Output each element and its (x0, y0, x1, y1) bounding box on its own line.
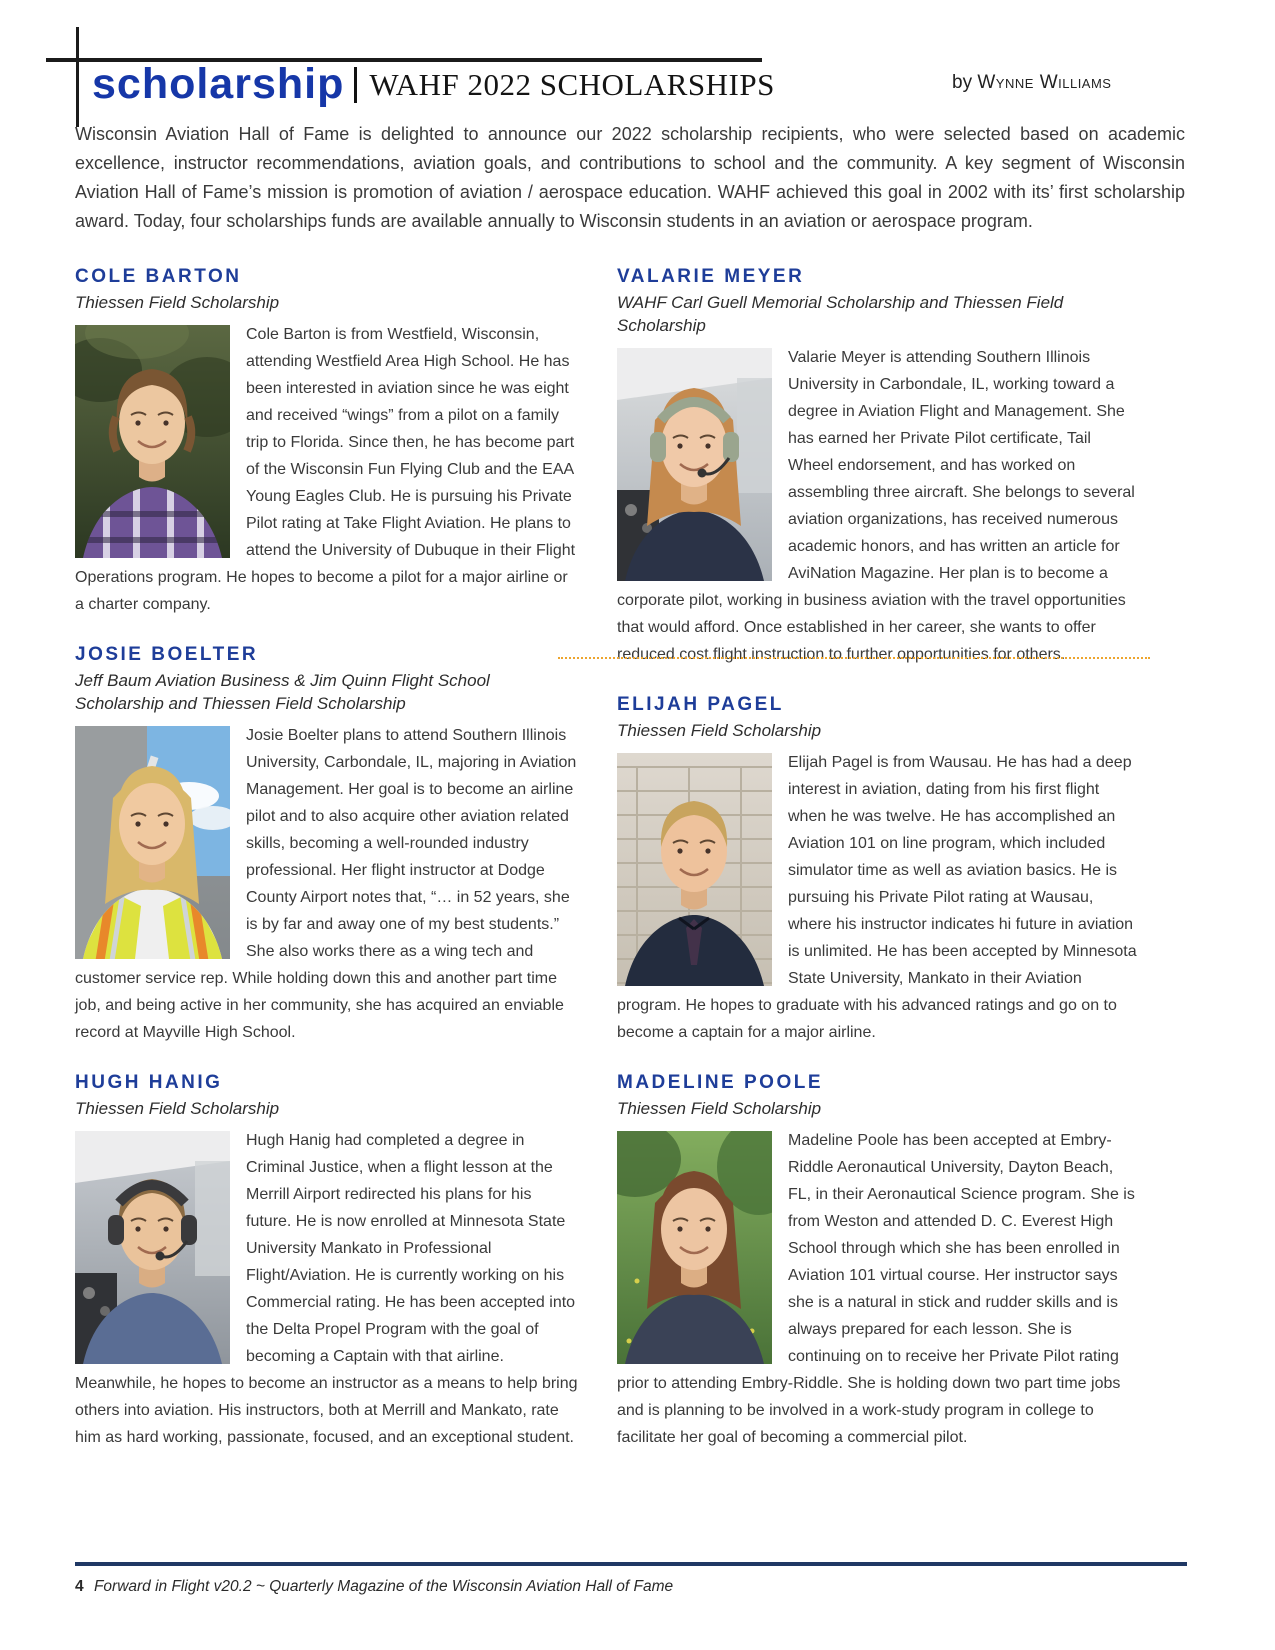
profile-cole-barton (75, 266, 580, 618)
masthead (92, 60, 775, 109)
student-bio: Madeline Poole has been accepted at Embry-Riddle Aeronautical University, Dayton Beach, FL, in their Aeronautical Science program. She is from Weston and attended D. C. Everest High School through which she has been enrolled in Aviation 101 virtual course. Her instructor says she is a natural in stick and rudder skills and is always prepared for each lesson. She is continuing on to receive her Private Pilot rating prior to attending Embry-Riddle. She is holding down two part time jobs and is planning to be involved in a work-study program in college to facilitate her goal of becoming a commercial pilot. (617, 1132, 1135, 1446)
article-body (75, 120, 1185, 1477)
masthead-vertical-rule (76, 27, 79, 127)
bio-block (617, 749, 1140, 1046)
left-column (75, 266, 580, 1477)
two-column-layout (75, 266, 1185, 1477)
bio-block (75, 722, 580, 1046)
right-column (617, 266, 1140, 1477)
magazine-credit: Forward in Flight v20.2 ~ Quarterly Magazine of the Wisconsin Aviation Hall of Fame (93, 1578, 674, 1595)
bio-block (75, 1127, 580, 1451)
student-name: JOSIE BOELTER (75, 644, 259, 665)
profile-madeline-poole (617, 1072, 1140, 1451)
josie-boelter-photo (75, 726, 230, 959)
scholarship-name: Thiessen Field Scholarship (617, 1099, 822, 1118)
scholarship-name: Thiessen Field Scholarship (75, 1099, 280, 1118)
bio-block (617, 1127, 1140, 1451)
profile-elijah-pagel (617, 694, 1140, 1046)
student-name: VALARIE MEYER (617, 266, 805, 287)
byline-prefix: by (952, 72, 973, 93)
elijah-pagel-photo (617, 753, 772, 986)
student-name: MADELINE POOLE (617, 1072, 824, 1093)
hugh-hanig-photo (75, 1131, 230, 1364)
student-bio: Hugh Hanig had completed a degree in Criminal Justice, when a flight lesson at the Merrill Airport redirected his plans for his future. He is now enrolled at Minnesota State University Mankato in Professional Flight/Aviation. He is currently working on his Commercial rating. He has been accepted into the Delta Propel Program with the goal of becoming a Captain with that airline. Meanwhile, he hopes to become an instructor as a means to help bring others into aviation. His instructors, both at Merrill and Mankato, rate him as hard working, passionate, focused, and an exceptional student. (75, 1132, 578, 1446)
footer (75, 1578, 673, 1596)
valarie-meyer-photo (617, 348, 772, 581)
article-title: WAHF 2022 SCHOLARSHIPS (369, 66, 775, 102)
cole-barton-photo (75, 325, 230, 558)
scholarship-name: WAHF Carl Guell Memorial Scholarship and Thiessen Field Scholarship (617, 293, 1064, 335)
scholarship-name: Thiessen Field Scholarship (617, 721, 822, 740)
footer-rule (75, 1562, 1187, 1566)
scholarship-name: Thiessen Field Scholarship (75, 293, 280, 312)
profile-hugh-hanig (75, 1072, 580, 1451)
student-bio: Cole Barton is from Westfield, Wisconsin, attending Westfield Area High School. He has been interested in aviation since he was eight and received “wings” from a pilot on a family trip to Florida. Since then, he has become part of the Wisconsin Fun Flying Club and the EAA Young Eagles Club. He is pursuing his Private Pilot rating at Take Flight Aviation. He plans to attend the University of Dubuque in their Flight Operations program. He hopes to become a pilot for a major airline or a charter company. (75, 326, 576, 613)
byline (952, 72, 1111, 94)
profile-josie-boelter (75, 644, 580, 1046)
intro-paragraph: Wisconsin Aviation Hall of Fame is delighted to announce our 2022 scholarship recipients, who were selected based on academic excellence, instructor recommendations, aviation goals, and contributions to school and the community. A key segment of Wisconsin Aviation Hall of Fame’s mission is promotion of aviation / aerospace education. WAHF achieved this goal in 2002 with its’ first scholarship award. Today, four scholarships funds are available annually to Wisconsin students in an aviation or aerospace program. (75, 124, 1185, 231)
dotted-separator (558, 657, 1150, 659)
student-name: COLE BARTON (75, 266, 242, 287)
student-name: HUGH HANIG (75, 1072, 223, 1093)
student-bio: Elijah Pagel is from Wausau. He has had a deep interest in aviation, dating from his first flight when he was twelve. He has accomplished an Aviation 101 on line program, which included simulator time as well as aviation basics. He is pursuing his Private Pilot rating at Wausau, where his instructor indicates hi future in aviation is unlimited. He has been accepted by Minnesota State University, Mankato in their Aviation program. He hopes to graduate with his advanced ratings and go on to become a captain for a major airline. (617, 754, 1137, 1041)
bio-block (617, 344, 1140, 668)
masthead-divider (354, 67, 357, 103)
student-bio: Josie Boelter plans to attend Southern Illinois University, Carbondale, IL, majoring in Aviation Management. Her goal is to become an airline pilot and to also acquire other aviation related skills, becoming a well-rounded industry professional. Her flight instructor at Dodge County Airport notes that, “… in 52 years, she is by far and away one of my best students.” She also works there as a wing tech and customer service rep. While holding down this and another part time job, and being active in her community, she has acquired an enviable record at Mayville High School. (75, 727, 577, 1041)
profile-valarie-meyer (617, 266, 1140, 668)
madeline-poole-photo (617, 1131, 772, 1364)
bio-block (75, 321, 580, 618)
byline-author: Wynne Williams (977, 72, 1112, 93)
scholarship-name: Jeff Baum Aviation Business & Jim Quinn Flight School Scholarship and Thiessen Field Scholarship (75, 671, 490, 713)
student-bio: Valarie Meyer is attending Southern Illinois University in Carbondale, IL, working toward a degree in Aviation Flight and Management. She has earned her Private Pilot certificate, Tail Wheel endorsement, and has worked on assembling three aircraft. She belongs to several aviation organizations, has received numerous academic honors, and has written an article for AviNation Magazine. Her plan is to become a corporate pilot, working in business aviation with the travel opportunities that would afford. Once established in her career, she wants to offer reduced cost flight instruction to further opportunities for others. (617, 349, 1135, 663)
section-logo: scholarship (92, 60, 345, 108)
student-name: ELIJAH PAGEL (617, 694, 784, 715)
page-number: 4 (75, 1578, 84, 1595)
